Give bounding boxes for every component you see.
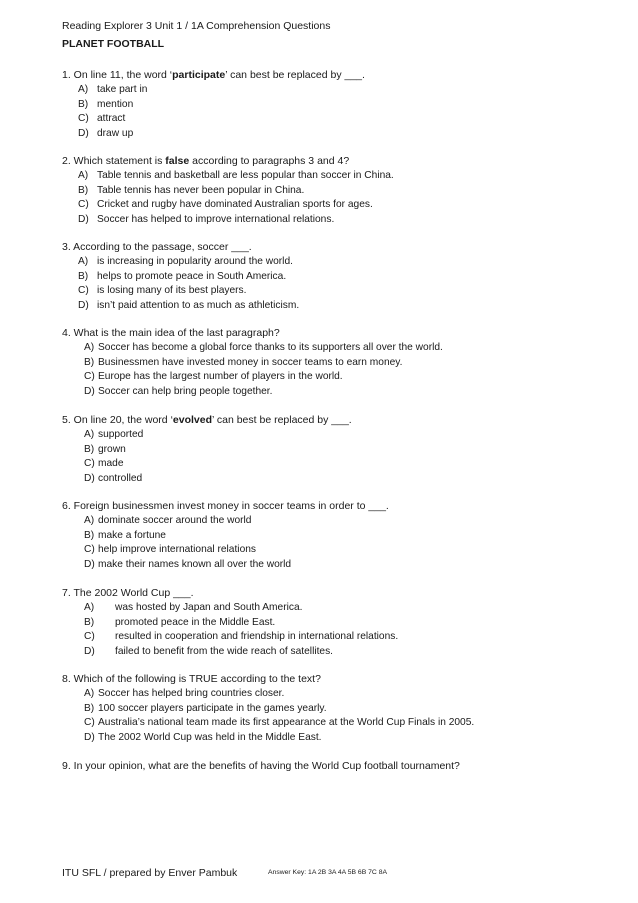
answer-option — [62, 716, 622, 731]
answer-option — [62, 370, 622, 385]
option-text: 100 soccer players participate in the games yearly. — [98, 702, 327, 714]
option-letter: A) — [84, 342, 95, 353]
answer-option — [62, 687, 622, 702]
option-text: Cricket and rugby have dominated Australian sports for ages. — [97, 199, 373, 211]
answer-option — [62, 601, 622, 616]
question-stem — [62, 759, 622, 774]
answer-option — [62, 198, 622, 213]
answer-option — [62, 558, 622, 573]
answer-option — [62, 514, 622, 529]
question-stem-text: 7. The 2002 World Cup ___. — [62, 587, 194, 599]
option-letter: A) — [84, 429, 95, 440]
option-letter: B) — [84, 443, 95, 455]
option-text: The 2002 World Cup was held in the Middle East. — [98, 731, 322, 743]
option-letter: C) — [84, 458, 95, 470]
option-letter: A) — [84, 602, 95, 613]
answer-option — [62, 630, 622, 645]
answer-option — [62, 616, 622, 631]
option-text: is losing many of its best players. — [97, 285, 247, 297]
question-stem — [62, 672, 622, 687]
option-letter: C) — [84, 544, 95, 556]
question-7 — [62, 586, 622, 659]
question-5 — [62, 413, 622, 486]
question-9 — [62, 759, 622, 774]
option-text: Soccer has helped bring countries closer. — [98, 688, 285, 699]
question-stem — [62, 413, 622, 428]
answer-option — [62, 529, 622, 544]
option-letter: B) — [78, 98, 89, 110]
option-letter: D) — [78, 127, 89, 139]
answer-option — [62, 270, 622, 285]
answer-option — [62, 98, 622, 113]
option-text: make their names known all over the world — [98, 558, 292, 570]
question-3 — [62, 240, 622, 313]
footer-credit: ITU SFL / prepared by Enver Pambuk — [62, 867, 238, 879]
option-letter: D) — [78, 213, 89, 225]
option-text: dominate soccer around the world — [98, 515, 252, 526]
question-stem — [62, 586, 622, 601]
answer-option — [62, 83, 622, 98]
question-2 — [62, 154, 622, 227]
question-8 — [62, 672, 622, 745]
option-text: Table tennis and basketball are less popular than soccer in China. — [97, 170, 394, 181]
option-text: resulted in cooperation and friendship in international relations. — [115, 631, 399, 643]
option-letter: C) — [78, 285, 89, 297]
option-letter: B) — [78, 184, 89, 196]
option-letter: C) — [84, 371, 95, 383]
option-text: helps to promote peace in South America. — [97, 270, 287, 282]
answer-option — [62, 443, 622, 458]
option-text: controlled — [98, 472, 143, 484]
question-stem-keyword: false — [165, 155, 190, 167]
option-text: Europe has the largest number of players in the world. — [98, 371, 343, 383]
option-text: take part in — [97, 84, 148, 95]
answer-option — [62, 184, 622, 199]
question-stem — [62, 68, 622, 83]
option-letter: D) — [78, 299, 89, 311]
option-letter: D) — [84, 731, 95, 743]
answer-option — [62, 702, 622, 717]
option-text: Table tennis has never been popular in China. — [97, 184, 305, 196]
option-letter: D) — [84, 645, 95, 657]
option-text: Soccer can help bring people together. — [98, 385, 273, 397]
option-text: mention — [97, 98, 134, 110]
option-text: help improve international relations — [98, 544, 256, 556]
question-4 — [62, 326, 622, 399]
answer-option — [62, 255, 622, 270]
option-letter: C) — [84, 717, 95, 729]
question-stem-text-end: ’ can best be replaced by ___. — [212, 414, 352, 426]
question-stem-text: 3. According to the passage, soccer ___. — [62, 241, 252, 253]
answer-option — [62, 457, 622, 472]
answer-option — [62, 428, 622, 443]
option-letter: B) — [84, 529, 95, 541]
question-1 — [62, 68, 622, 141]
question-stem — [62, 326, 622, 341]
option-text: made — [98, 458, 124, 470]
option-text: Soccer has become a global force thanks to its supporters all over the world. — [98, 342, 443, 353]
option-letter: B) — [84, 616, 95, 628]
question-stem-keyword: participate — [172, 69, 226, 81]
option-letter: D) — [84, 558, 95, 570]
option-letter: A) — [78, 84, 89, 95]
option-text: promoted peace in the Middle East. — [115, 616, 276, 628]
option-letter: C) — [84, 631, 95, 643]
option-text: was hosted by Japan and South America. — [115, 602, 303, 613]
answer-option — [62, 356, 622, 371]
question-stem-text: 5. On line 20, the word ‘ — [62, 414, 173, 426]
answer-option — [62, 341, 622, 356]
answer-option — [62, 543, 622, 558]
option-text: is increasing in popularity around the world. — [97, 256, 293, 267]
option-letter: B) — [84, 356, 95, 368]
question-stem-text-end: according to paragraphs 3 and 4? — [189, 155, 350, 167]
option-letter: B) — [78, 270, 89, 282]
option-text: attract — [97, 113, 126, 125]
answer-option — [62, 112, 622, 127]
option-text: Businessmen have invested money in soccer teams to earn money. — [98, 356, 403, 368]
question-stem-text: 2. Which statement is — [62, 155, 166, 167]
option-letter: D) — [84, 385, 95, 397]
option-text: isn’t paid attention to as much as athleticism. — [97, 299, 300, 311]
answer-option — [62, 127, 622, 142]
answer-option — [62, 284, 622, 299]
question-stem-text: 8. Which of the following is TRUE according to the text? — [62, 673, 321, 685]
question-stem-text: 4. What is the main idea of the last paragraph? — [62, 327, 280, 339]
answer-option — [62, 299, 622, 314]
option-text: grown — [98, 443, 126, 455]
option-letter: A) — [84, 515, 95, 526]
option-letter: B) — [84, 702, 95, 714]
option-text: Soccer has helped to improve international relations. — [97, 213, 335, 225]
question-stem-text: 1. On line 11, the word ‘ — [62, 69, 173, 81]
answer-option — [62, 731, 622, 746]
answer-option — [62, 385, 622, 400]
option-letter: C) — [78, 113, 89, 125]
question-stem-text: 6. Foreign businessmen invest money in soccer teams in order to ___. — [62, 500, 389, 512]
option-letter: C) — [78, 199, 89, 211]
question-stem — [62, 240, 622, 255]
answer-key: Answer Key: 1A 2B 3A 4A 5B 6B 7C 8A — [268, 869, 388, 876]
question-6 — [62, 499, 622, 572]
question-stem — [62, 499, 622, 514]
option-text: Australia’s national team made its first appearance at the World Cup Finals in 2005. — [98, 717, 475, 729]
question-stem-keyword: evolved — [172, 414, 213, 426]
option-text: draw up — [97, 127, 134, 139]
option-letter: A) — [78, 256, 89, 267]
question-stem — [62, 154, 622, 169]
option-text: failed to benefit from the wide reach of satellites. — [115, 645, 334, 657]
option-letter: D) — [84, 472, 95, 484]
answer-option — [62, 645, 622, 660]
answer-option — [62, 169, 622, 184]
question-stem-text-end: ’ can best be replaced by ___. — [225, 69, 365, 81]
worksheet-header: Reading Explorer 3 Unit 1 / 1A Comprehension Questions — [62, 20, 331, 32]
option-text: make a fortune — [98, 529, 166, 541]
option-text: supported — [98, 429, 144, 440]
answer-option — [62, 472, 622, 487]
question-stem-text: 9. In your opinion, what are the benefits of having the World Cup football tournament? — [62, 760, 460, 772]
worksheet-title: PLANET FOOTBALL — [62, 38, 165, 50]
option-letter: A) — [78, 170, 89, 181]
option-letter: A) — [84, 688, 95, 699]
answer-option — [62, 213, 622, 228]
